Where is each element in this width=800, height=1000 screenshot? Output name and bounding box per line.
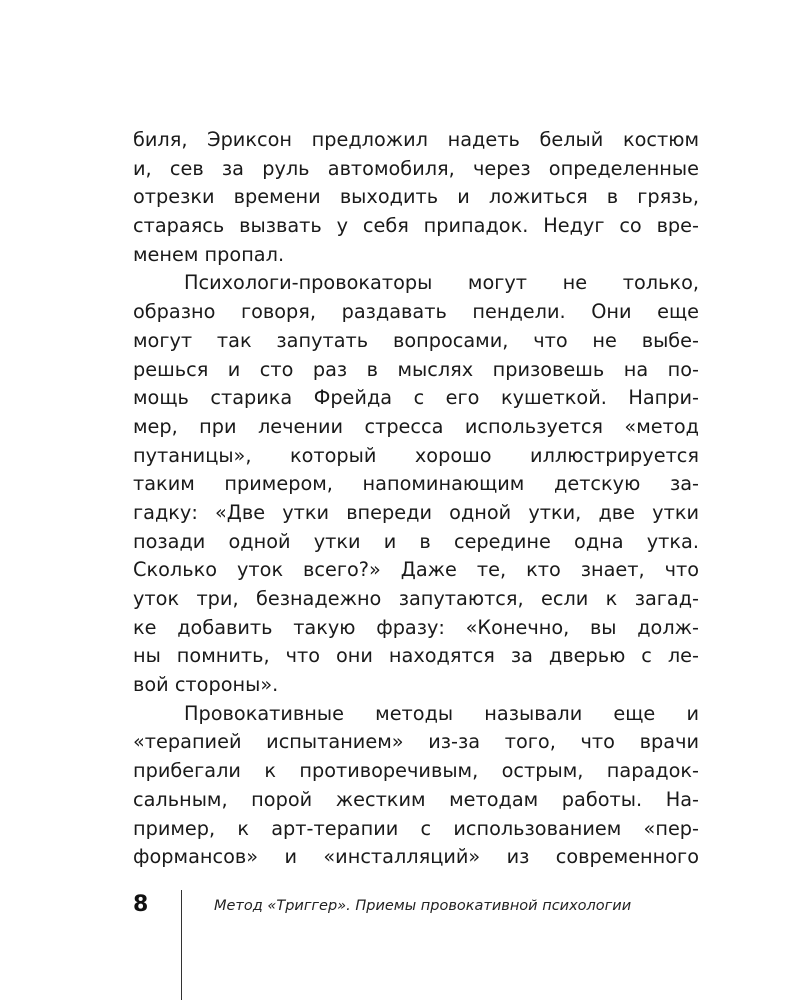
text-line: Сколько уток всего?» Даже те, кто знает, что (133, 558, 699, 582)
text-line: позади одной утки и в середине одна утка. (133, 529, 699, 553)
text-line: пример, к арт-терапии с использованием «пер- (133, 816, 699, 840)
text-line: сальным, порой жестким методам работы. На- (133, 787, 699, 811)
text-line: формансов» и «инсталляций» из современного (133, 845, 699, 869)
text-line: биля, Эриксон предложил надеть белый костюм (133, 128, 699, 151)
text-line: вой стороны». (133, 673, 279, 697)
text-line: таким примером, напоминающим детскую за- (133, 472, 699, 496)
text-line: и, сев за руль автомобиля, через определенные (133, 156, 699, 180)
page-number: 8 (133, 892, 149, 917)
text-line: менем пропал. (133, 242, 285, 266)
text-line: гадку: «Две утки впереди одной утки, две утки (133, 500, 699, 524)
text-line: ны помнить, что они находятся за дверью с ле- (133, 644, 699, 668)
footer-divider (181, 890, 182, 1000)
running-title: Метод «Триггер». Приемы провокативной психологии (214, 898, 632, 914)
text-line: Провокативные методы называли еще и (184, 701, 699, 725)
text-line: мер, при лечении стресса используется «метод (133, 414, 699, 438)
text-line: прибегали к противоречивым, острым, парадок- (133, 759, 699, 783)
text-line: стараясь вызвать у себя припадок. Недуг со вре- (133, 214, 699, 238)
text-line: Психологи-провокаторы могут не только, (184, 271, 699, 295)
text-line: уток три, безнадежно запутаются, если к загад- (133, 587, 699, 610)
text-line: «терапией испытанием» из-за того, что врачи (133, 730, 699, 754)
text-line: путаницы», который хорошо иллюстрируется (133, 443, 699, 467)
text-line: решься и сто раз в мыслях призовешь на по- (133, 357, 699, 381)
text-line: отрезки времени выходить и ложиться в грязь, (133, 185, 699, 209)
body-text (133, 126, 699, 872)
text-line: мощь старика Фрейда с его кушеткой. Напри- (133, 386, 699, 410)
text-line: могут так запутать вопросами, что не выбе- (133, 328, 699, 352)
text-line: образно говоря, раздавать пендели. Они еще (133, 300, 699, 324)
text-line: ке добавить такую фразу: «Конечно, вы долж- (133, 615, 699, 639)
